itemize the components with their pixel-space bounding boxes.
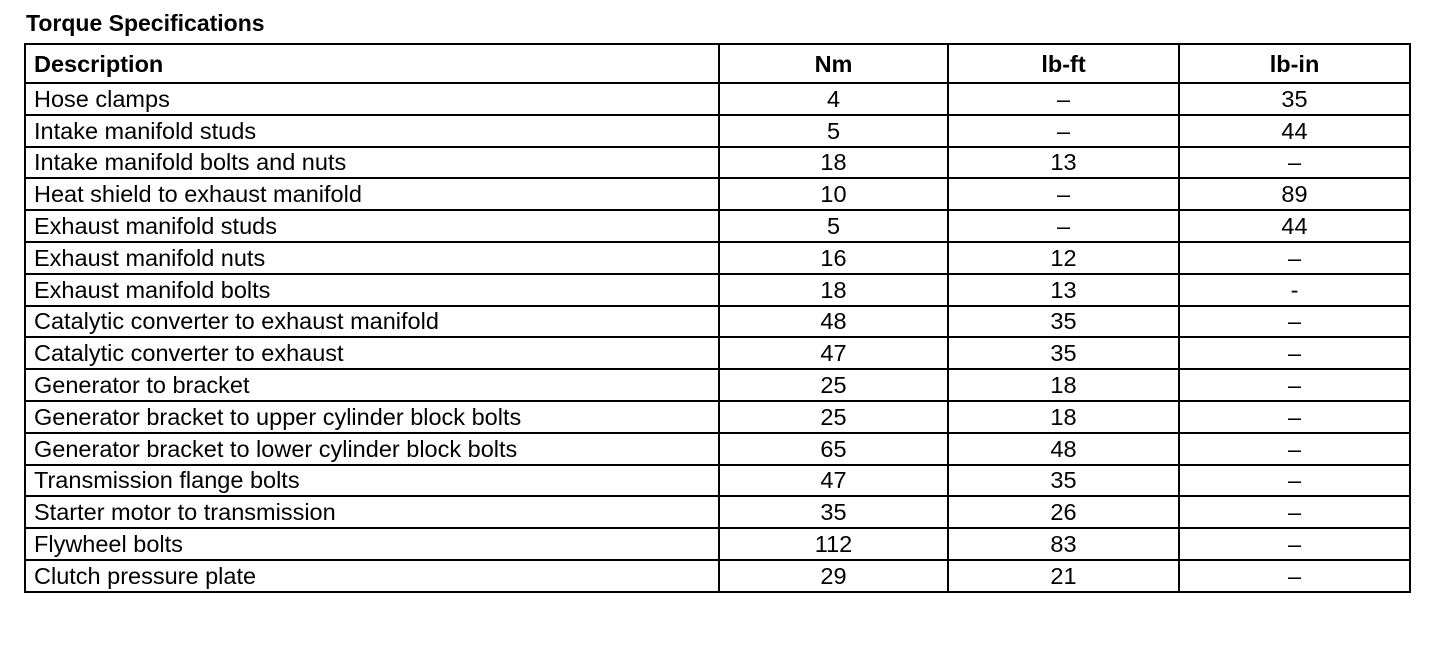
cell-lb-ft: 26	[948, 496, 1179, 528]
cell-description: Flywheel bolts	[25, 528, 719, 560]
cell-description: Starter motor to transmission	[25, 496, 719, 528]
cell-description: Generator bracket to upper cylinder block bolts	[25, 401, 719, 433]
table-row	[25, 147, 1410, 179]
cell-description: Catalytic converter to exhaust manifold	[25, 306, 719, 338]
table-row	[25, 210, 1410, 242]
table-row	[25, 178, 1410, 210]
cell-lb-in: 44	[1179, 210, 1410, 242]
cell-lb-ft: 12	[948, 242, 1179, 274]
cell-lb-ft: –	[948, 178, 1179, 210]
cell-nm: 25	[719, 369, 948, 401]
column-header-lb-ft: lb-ft	[948, 44, 1179, 83]
cell-nm: 47	[719, 337, 948, 369]
cell-lb-in: –	[1179, 369, 1410, 401]
table-row	[25, 115, 1410, 147]
cell-description: Clutch pressure plate	[25, 560, 719, 592]
cell-lb-in: –	[1179, 528, 1410, 560]
cell-description: Transmission flange bolts	[25, 465, 719, 497]
document-title: Torque Specifications	[26, 10, 265, 36]
cell-lb-in: 89	[1179, 178, 1410, 210]
cell-description: Exhaust manifold bolts	[25, 274, 719, 306]
cell-lb-in: –	[1179, 242, 1410, 274]
cell-nm: 29	[719, 560, 948, 592]
cell-description: Intake manifold studs	[25, 115, 719, 147]
cell-lb-ft: 21	[948, 560, 1179, 592]
cell-nm: 18	[719, 274, 948, 306]
cell-nm: 4	[719, 83, 948, 115]
cell-lb-ft: 48	[948, 433, 1179, 465]
cell-nm: 5	[719, 115, 948, 147]
cell-nm: 112	[719, 528, 948, 560]
cell-lb-ft: –	[948, 115, 1179, 147]
cell-lb-ft: 35	[948, 465, 1179, 497]
column-header-nm: Nm	[719, 44, 948, 83]
cell-description: Hose clamps	[25, 83, 719, 115]
cell-lb-ft: 13	[948, 274, 1179, 306]
cell-description: Intake manifold bolts and nuts	[25, 147, 719, 179]
cell-lb-in: –	[1179, 306, 1410, 338]
column-header-description: Description	[25, 44, 719, 83]
cell-nm: 25	[719, 401, 948, 433]
table-row	[25, 433, 1410, 465]
table-row	[25, 369, 1410, 401]
cell-lb-ft: 35	[948, 337, 1179, 369]
table-header-row	[25, 44, 1410, 83]
cell-description: Exhaust manifold studs	[25, 210, 719, 242]
cell-description: Generator to bracket	[25, 369, 719, 401]
cell-nm: 35	[719, 496, 948, 528]
cell-lb-ft: –	[948, 83, 1179, 115]
cell-lb-in: -	[1179, 274, 1410, 306]
cell-nm: 18	[719, 147, 948, 179]
cell-lb-in: 35	[1179, 83, 1410, 115]
table-row	[25, 528, 1410, 560]
cell-nm: 47	[719, 465, 948, 497]
cell-lb-ft: 83	[948, 528, 1179, 560]
table-row	[25, 242, 1410, 274]
cell-lb-ft: 35	[948, 306, 1179, 338]
cell-lb-ft: –	[948, 210, 1179, 242]
table-row	[25, 337, 1410, 369]
table-row	[25, 274, 1410, 306]
cell-lb-in: –	[1179, 496, 1410, 528]
cell-nm: 10	[719, 178, 948, 210]
cell-description: Catalytic converter to exhaust	[25, 337, 719, 369]
cell-description: Exhaust manifold nuts	[25, 242, 719, 274]
table-row	[25, 465, 1410, 497]
cell-description: Generator bracket to lower cylinder block bolts	[25, 433, 719, 465]
cell-lb-ft: 18	[948, 369, 1179, 401]
cell-lb-ft: 13	[948, 147, 1179, 179]
cell-lb-in: –	[1179, 465, 1410, 497]
cell-lb-in: 44	[1179, 115, 1410, 147]
cell-lb-ft: 18	[948, 401, 1179, 433]
cell-lb-in: –	[1179, 147, 1410, 179]
cell-description: Heat shield to exhaust manifold	[25, 178, 719, 210]
cell-lb-in: –	[1179, 337, 1410, 369]
torque-specifications-table	[24, 43, 1411, 593]
cell-nm: 5	[719, 210, 948, 242]
cell-lb-in: –	[1179, 560, 1410, 592]
cell-nm: 16	[719, 242, 948, 274]
cell-lb-in: –	[1179, 401, 1410, 433]
cell-lb-in: –	[1179, 433, 1410, 465]
table-row	[25, 306, 1410, 338]
column-header-lb-in: lb-in	[1179, 44, 1410, 83]
table-row	[25, 83, 1410, 115]
table-row	[25, 496, 1410, 528]
table-row	[25, 560, 1410, 592]
cell-nm: 65	[719, 433, 948, 465]
table-row	[25, 401, 1410, 433]
cell-nm: 48	[719, 306, 948, 338]
